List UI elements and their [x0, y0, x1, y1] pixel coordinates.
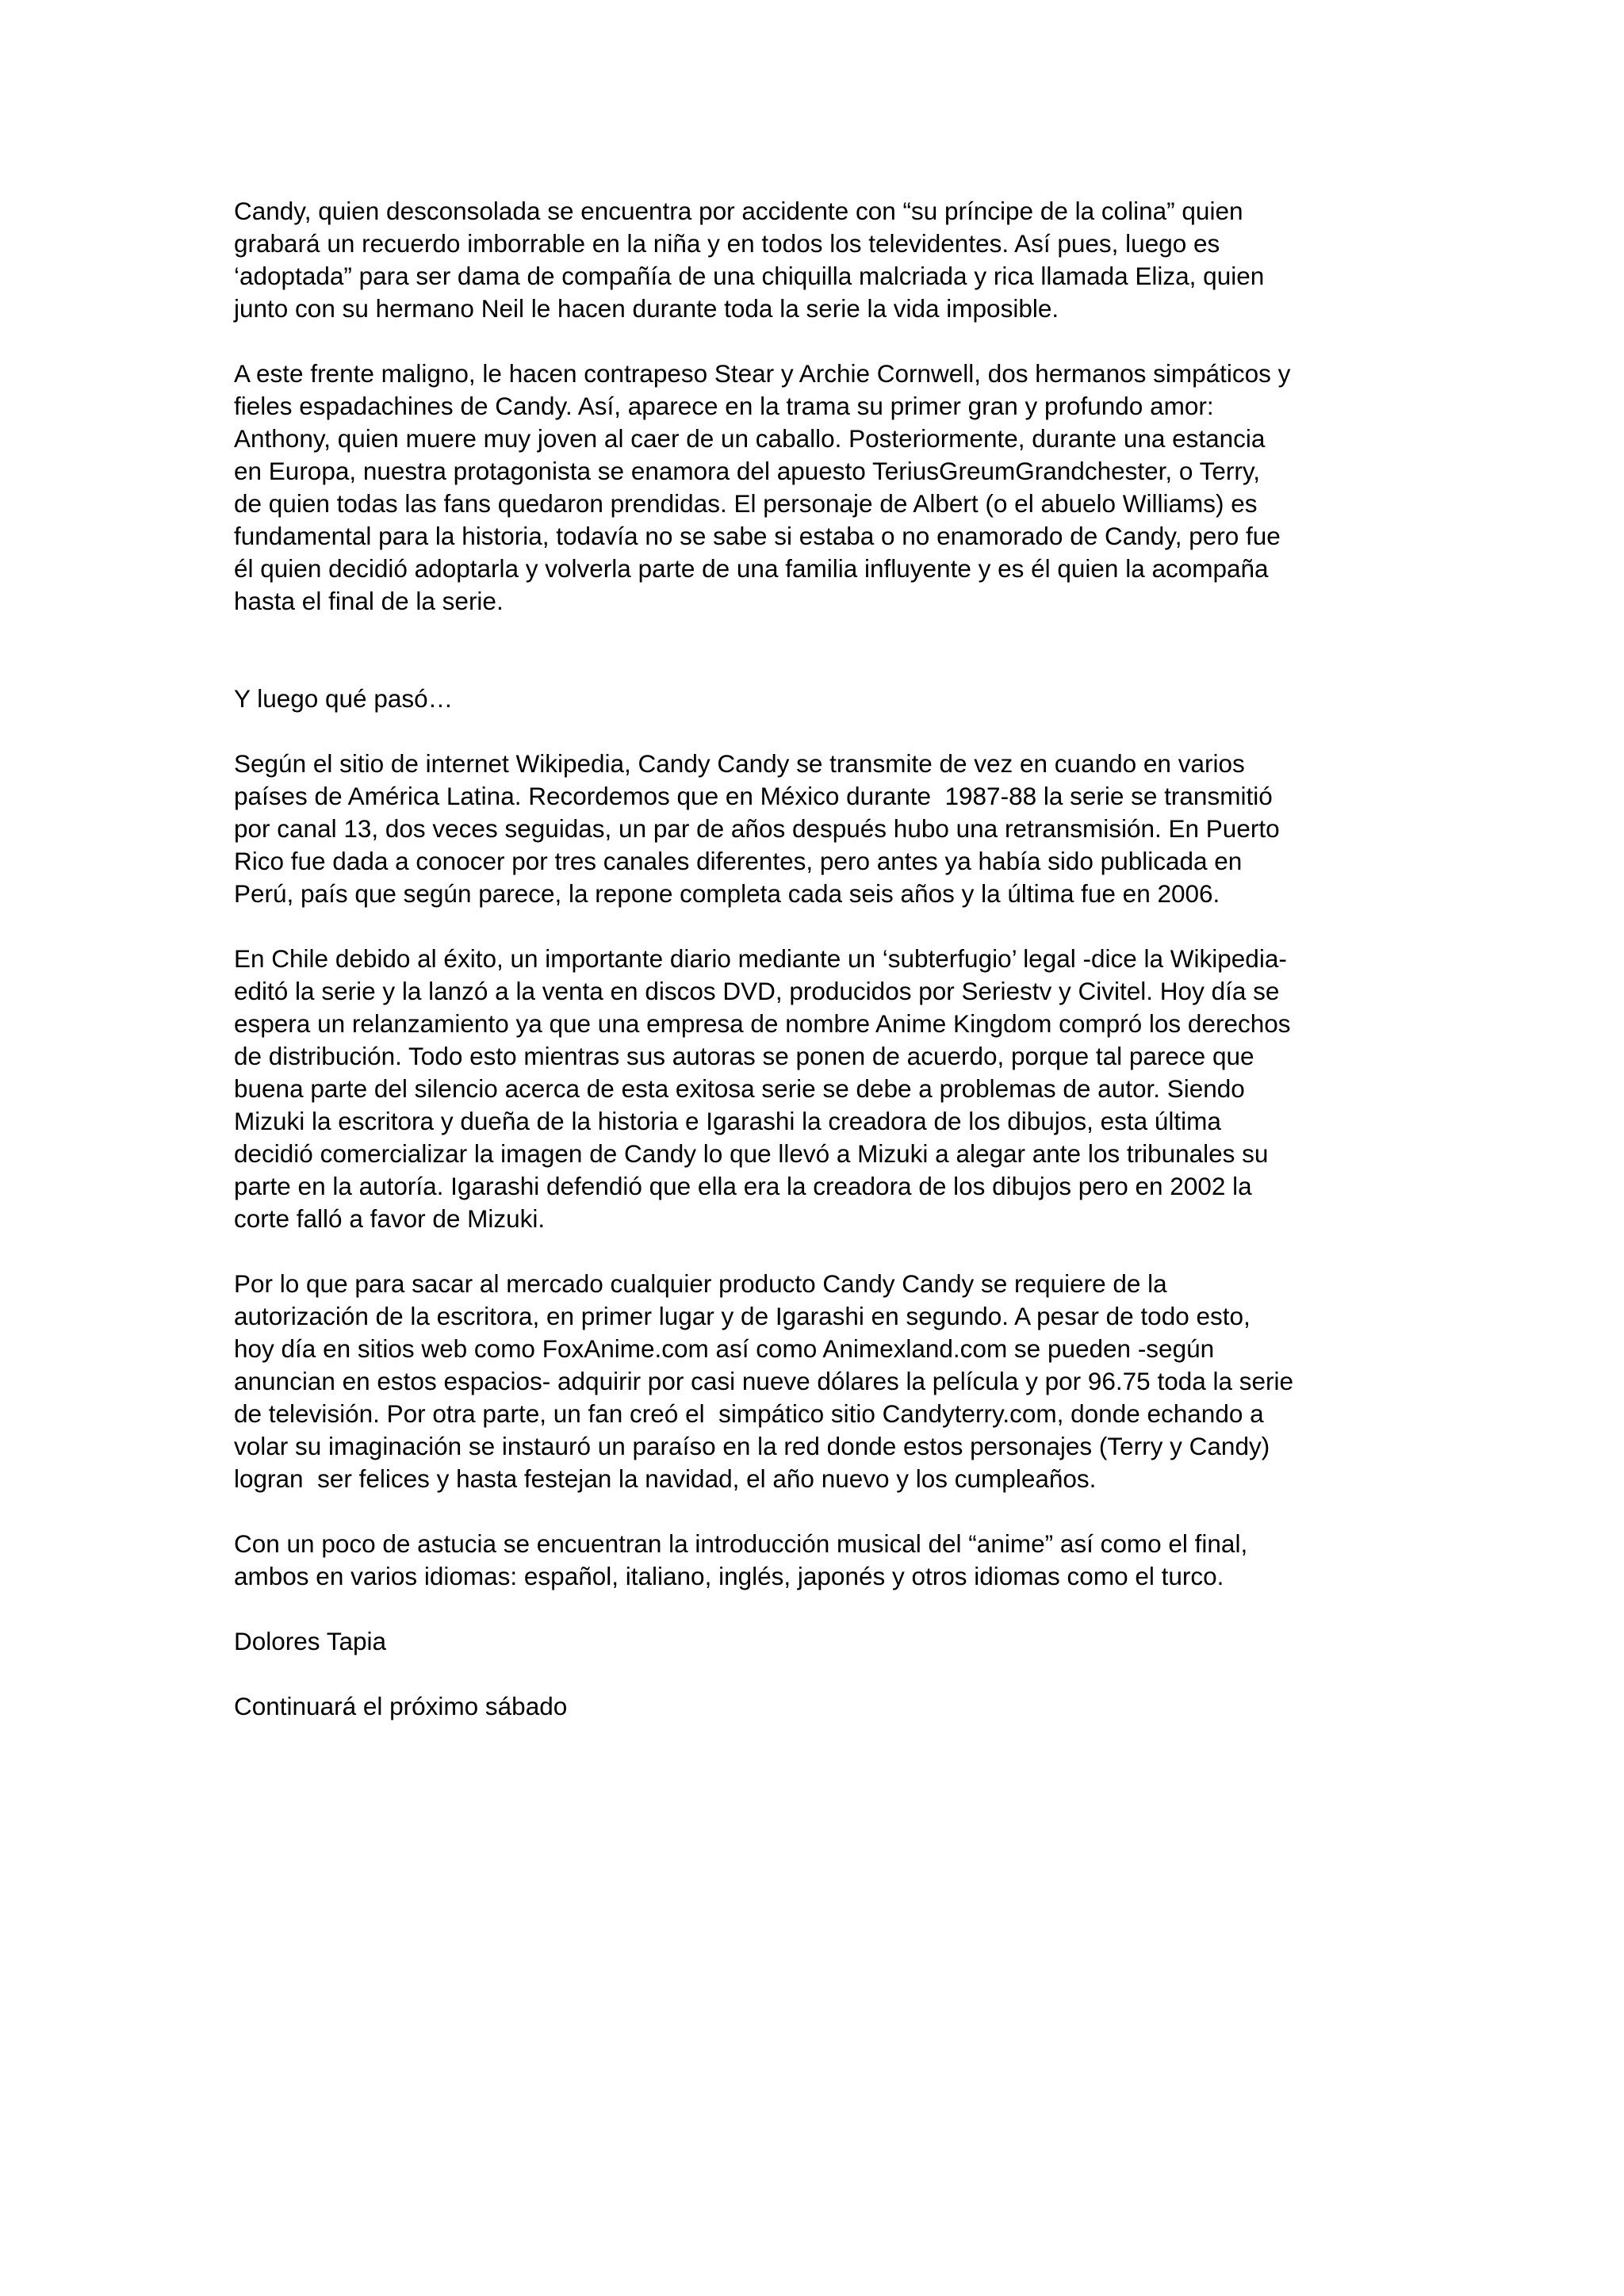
text-line: grabará un recuerdo imborrable en la niña y en todos los televidentes. Así pues, luego es — [234, 229, 1220, 258]
text-line: Perú, país que según parece, la repone completa cada seis años y la última fue en 2006. — [234, 879, 1220, 908]
text-line: logran ser felices y hasta festejan la navidad, el año nuevo y los cumpleaños. — [234, 1464, 1097, 1493]
text-line: parte en la autoría. Igarashi defendió que ella era la creadora de los dibujos pero en 2002 la — [234, 1172, 1252, 1200]
paragraph-chile — [234, 943, 1408, 1235]
text-line: Por lo que para sacar al mercado cualquier producto Candy Candy se requiere de la — [234, 1269, 1167, 1298]
text-line: hoy día en sitios web como FoxAnime.com así como Animexland.com se pueden -según — [234, 1334, 1215, 1363]
section-spacer — [234, 650, 1408, 683]
text-line: volar su imaginación se instauró un paraíso en la red donde estos personajes (Terry y Candy) — [234, 1432, 1270, 1460]
text-line: ambos en varios idiomas: español, italiano, inglés, japonés y otros idiomas como el turco. — [234, 1562, 1224, 1590]
text-line: ‘adoptada” para ser dama de compañía de una chiquilla malcriada y rica llamada Eliza, quien — [234, 262, 1265, 290]
text-line: fieles espadachines de Candy. Así, aparece en la trama su primer gran y profundo amor: — [234, 392, 1214, 420]
text-line: de quien todas las fans quedaron prendidas. El personaje de Albert (o el abuelo Williams) es — [234, 489, 1258, 518]
text-line: Según el sitio de internet Wikipedia, Candy Candy se transmite de vez en cuando en varios — [234, 749, 1245, 778]
text-line: buena parte del silencio acerca de esta exitosa serie se debe a problemas de autor. Siendo — [234, 1074, 1245, 1103]
text-line: por canal 13, dos veces seguidas, un par de años después hubo una retransmisión. En Puerto — [234, 814, 1280, 843]
text-line: anuncian en estos espacios- adquirir por casi nueve dólares la película y por 96.75 toda la serie — [234, 1367, 1294, 1395]
text-line: decidió comercializar la imagen de Candy lo que llevó a Mizuki a alegar ante los tribunales su — [234, 1139, 1269, 1168]
paragraph-candy-intro — [234, 195, 1408, 325]
text-line: de distribución. Todo esto mientras sus autoras se ponen de acuerdo, porque tal parece que — [234, 1042, 1254, 1070]
text-line: Mizuki la escritora y dueña de la historia e Igarashi la creadora de los dibujos, esta última — [234, 1107, 1221, 1135]
text-line: corte falló a favor de Mizuki. — [234, 1204, 546, 1233]
paragraph-characters — [234, 358, 1408, 618]
paragraph-music — [234, 1528, 1408, 1593]
text-line: él quien decidió adoptarla y volverla parte de una familia influyente y es él quien la acompaña — [234, 554, 1269, 583]
text-line: En Chile debido al éxito, un importante diario mediante un ‘subterfugio’ legal -dice la Wikipedia- — [234, 944, 1287, 973]
paragraph-broadcast — [234, 748, 1408, 910]
text-line: junto con su hermano Neil le hacen durante toda la serie la vida imposible. — [234, 294, 1059, 323]
text-line: en Europa, nuestra protagonista se enamora del apuesto TeriusGreumGrandchester, o Terry, — [234, 457, 1260, 485]
text-line: países de América Latina. Recordemos que en México durante 1987-88 la serie se transmitió — [234, 782, 1273, 810]
paragraph-market — [234, 1268, 1408, 1495]
text-line: editó la serie y la lanzó a la venta en discos DVD, producidos por Seriestv y Civitel. Hoy día se — [234, 977, 1280, 1005]
text-line: Anthony, quien muere muy joven al caer de un caballo. Posteriormente, durante una estancia — [234, 424, 1266, 453]
text-line: de televisión. Por otra parte, un fan creó el simpático sitio Candyterry.com, donde echando a — [234, 1399, 1264, 1428]
section-heading — [234, 683, 1408, 715]
text-line: Candy, quien desconsolada se encuentra por accidente con “su príncipe de la colina” quien — [234, 197, 1243, 225]
continuation-note — [234, 1690, 1408, 1723]
author-signature — [234, 1625, 1408, 1658]
author-name: Dolores Tapia — [234, 1627, 387, 1655]
text-line: A este frente maligno, le hacen contrapeso Stear y Archie Cornwell, dos hermanos simpáticos y — [234, 359, 1291, 388]
text-line: hasta el final de la serie. — [234, 587, 504, 615]
document-body — [234, 195, 1408, 1755]
text-line: Con un poco de astucia se encuentran la introducción musical del “anime” así como el final, — [234, 1529, 1248, 1558]
text-line: Rico fue dada a conocer por tres canales diferentes, pero antes ya había sido publicada en — [234, 847, 1243, 875]
continuation-text: Continuará el próximo sábado — [234, 1692, 568, 1720]
text-line: espera un relanzamiento ya que una empresa de nombre Anime Kingdom compró los derechos — [234, 1009, 1291, 1038]
text-line: fundamental para la historia, todavía no se sabe si estaba o no enamorado de Candy, pero fue — [234, 522, 1281, 550]
section-heading-text: Y luego qué pasó… — [234, 684, 454, 713]
text-line: autorización de la escritora, en primer lugar y de Igarashi en segundo. A pesar de todo esto, — [234, 1302, 1251, 1330]
